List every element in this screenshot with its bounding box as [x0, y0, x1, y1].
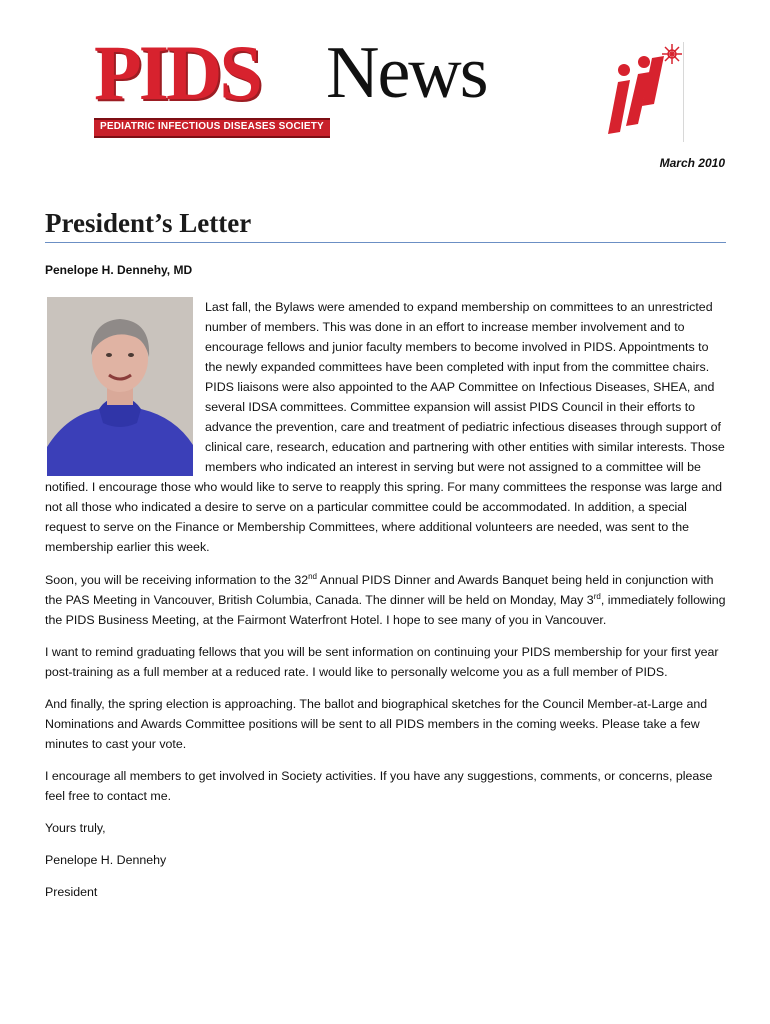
letter-paragraph-5: I encourage all members to get involved in Society activities. If you have any suggestions, comments, or concerns, please feel free to contact me.: [45, 769, 713, 803]
paragraph-2-part-b: Annual PIDS Dinner and Awards Banquet being held in conjunction with the PAS Meeting in Vancouver, British Columbia, Canada. The dinner will be held on Monday, May 3: [45, 573, 714, 607]
masthead: [88, 29, 688, 148]
letter-paragraph-3: I want to remind graduating fellows that you will be sent information on continuing your PIDS membership for your first year post-training as a full member at a reduced rate. I would like to personally welcome you as a full member of PIDS.: [45, 645, 719, 679]
signature-name: Penelope H. Dennehy: [45, 853, 167, 867]
masthead-pids-wordmark: PIDS: [94, 29, 260, 116]
pids-logo-icon: [602, 40, 682, 144]
masthead-news-wordmark: News: [326, 32, 487, 114]
issue-date: March 2010: [659, 156, 725, 170]
ordinal-suffix-nd: nd: [308, 571, 318, 581]
letter-closing: Yours truly,: [45, 821, 106, 835]
letter-paragraph-2: [45, 570, 728, 630]
author-byline: Penelope H. Dennehy, MD: [45, 263, 193, 277]
letter-paragraph-1: Last fall, the Bylaws were amended to expand membership on committees to an unrestricted number of members. This was done in an effort to increase member involvement and to encourage fellows and junior faculty members to become involved in PIDS. Appointments to the newly expanded committees have been completed with input from the committee chairs. PIDS liaisons were also appointed to the AAP Committee on Infectious Diseases, SHEA, and several IDSA committees. Committee expansion will assist PIDS Council in their efforts to advance the prevention, care and treatment of pediatric infectious diseases through support of clinical care, research, education and partnering with other entities with similar interests. Those members who indicated an interest in serving but were not assigned to a committee will be notified. I encourage those who would like to serve to reapply this spring. For many committees the response was large and not all those who indicated a desire to serve on a particular committee could be accommodated. In addition, a special request to serve on the Finance or Membership Committees, where additional volunteers are needed, was sent to the membership earlier this week.: [45, 300, 725, 554]
paragraph-2-part-c: , immediately following the PIDS Business Meeting, at the Fairmont Waterfront Hotel. I hope to see many of you in Vancouver.: [45, 593, 726, 627]
masthead-divider: [683, 42, 684, 142]
paragraph-2-part-a: Soon, you will be receiving information to the 32: [45, 573, 309, 587]
letter-body: [45, 297, 728, 914]
letter-paragraph-4: And finally, the spring election is approaching. The ballot and biographical sketches for the Council Member-at-Large and Nominations and Awards Committee positions will be sent to all PIDS members in the coming weeks. Please take a few minutes to cast your vote.: [45, 697, 708, 751]
signature-title: President: [45, 885, 98, 899]
title-divider: [45, 242, 726, 243]
photo-spacer: [45, 297, 205, 477]
society-name: PEDIATRIC INFECTIOUS DISEASES SOCIETY: [100, 121, 324, 132]
page-title: President’s Letter: [45, 208, 252, 238]
ordinal-suffix-rd: rd: [593, 591, 601, 601]
